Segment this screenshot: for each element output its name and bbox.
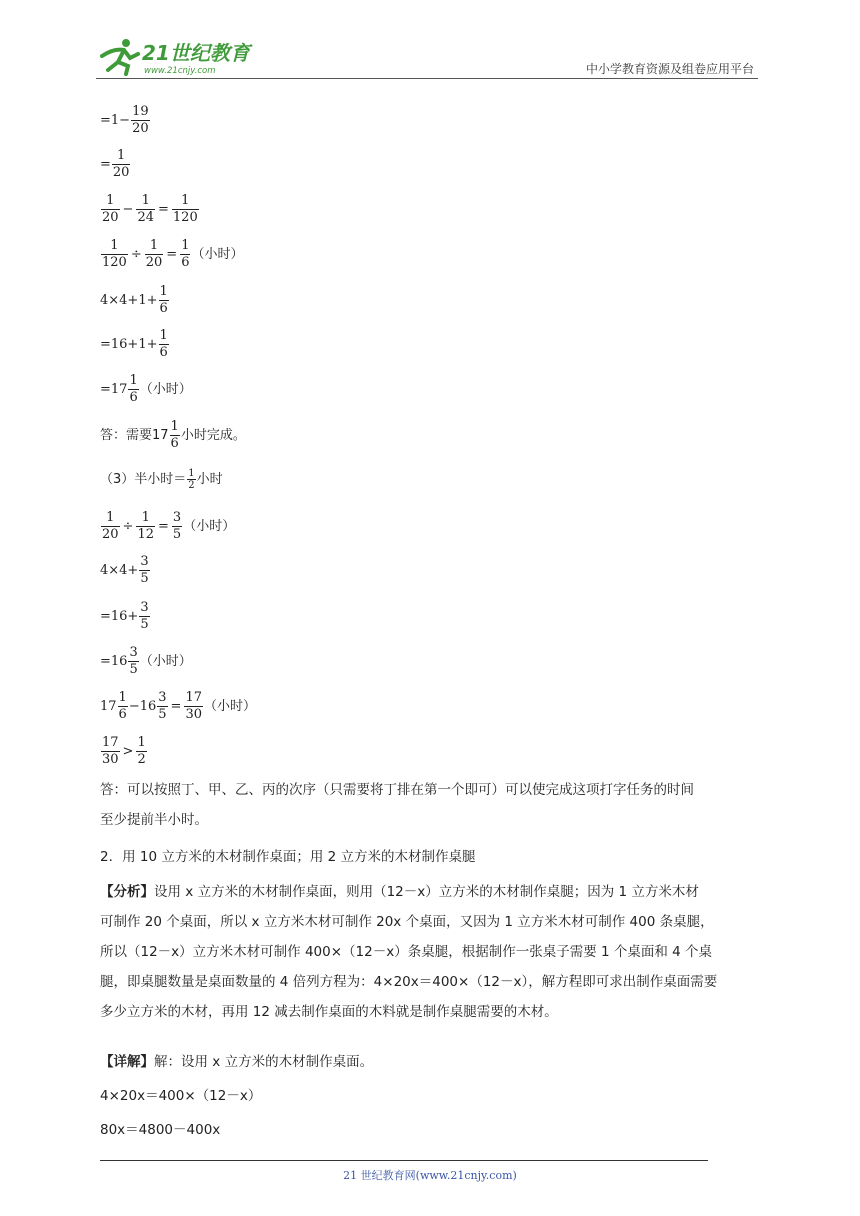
question-title: 2．用 10 立方米的木材制作桌面；用 2 立方米的木材制作桌腿 xyxy=(100,849,476,865)
answer-text: 答：需要17 xyxy=(100,428,169,443)
math-line-13 xyxy=(100,645,192,678)
math-text: =17 xyxy=(100,382,128,397)
unit-label: （小时） xyxy=(191,247,244,262)
math-line-1 xyxy=(100,104,151,137)
fraction: $\frac{1}{24}$ xyxy=(137,193,154,225)
fraction: $\frac{3}{5}$ xyxy=(158,690,167,722)
answer-text: 小时完成。 xyxy=(180,428,246,443)
answer-line-2 xyxy=(100,419,246,452)
logo-main-text: 21世纪教育 xyxy=(142,41,250,65)
unit-label: （小时） xyxy=(139,654,192,669)
analysis-text: 多少立方米的木材，再用 12 减去制作桌面的木料就是制作桌腿需要的木材。 xyxy=(100,1004,558,1020)
equation-text: 80x＝4800－400x xyxy=(100,1122,221,1138)
header-platform-text: 中小学教育资源及组卷应用平台 xyxy=(585,62,754,76)
math-line-3 xyxy=(100,193,200,226)
analysis-text: 腿，即桌腿数量是桌面数量的 4 倍列方程为：4×20x＝400×（12－x），解方程即可求出制作桌面需要 xyxy=(100,974,718,990)
fraction: $\frac{1}{120}$ xyxy=(102,238,127,270)
unit-label: （小时） xyxy=(183,519,236,534)
analysis-text: 设用 x 立方米的木材制作桌面，则用（12－x）立方米的木材制作桌腿；因为 1 立方米木材 xyxy=(154,884,699,900)
question-text: 小时 xyxy=(196,472,223,487)
fraction: $\frac{3}{5}$ xyxy=(140,554,149,586)
fraction: $\frac{1}{20}$ xyxy=(112,148,130,180)
math-text: =16+1+ xyxy=(100,337,158,352)
math-line-5 xyxy=(100,284,170,317)
fraction: $\frac{1}{6}$ xyxy=(129,373,138,405)
fraction: $\frac{1}{6}$ xyxy=(159,328,168,360)
math-text: 17 xyxy=(100,699,117,714)
detail-text: 解：设用 x 立方米的木材制作桌面。 xyxy=(154,1054,374,1070)
operator: > xyxy=(122,744,134,759)
fraction: $\frac{3}{5}$ xyxy=(140,600,149,632)
subquestion-3-line xyxy=(100,468,223,491)
math-line-6 xyxy=(100,328,170,361)
site-logo xyxy=(96,36,266,76)
fraction: $\frac{3}{5}$ xyxy=(129,645,138,677)
fraction: $\frac{17}{30}$ xyxy=(185,690,202,722)
analysis-text: 所以（12－x）立方米木材可制作 400×（12－x）条桌腿，根据制作一张桌子需要 1 个桌面和 4 个桌 xyxy=(100,944,713,960)
math-text: =16+ xyxy=(100,609,139,624)
math-line-15 xyxy=(100,735,148,768)
operator: = xyxy=(166,247,178,262)
math-line-12 xyxy=(100,600,151,633)
analysis-label: 【分析】 xyxy=(100,884,154,900)
math-line-10 xyxy=(100,510,235,543)
unit-label: （小时） xyxy=(139,382,192,397)
math-line-11 xyxy=(100,554,151,587)
math-text: 4×4+ xyxy=(100,563,139,578)
footer-divider xyxy=(100,1160,708,1161)
fraction: $\frac{1}{6}$ xyxy=(181,238,190,270)
fraction: $\frac{17}{30}$ xyxy=(102,735,119,767)
fraction: $\frac{1}{20}$ xyxy=(102,510,119,542)
fraction: $\frac{3}{5}$ xyxy=(172,510,182,542)
fraction: $\frac{19}{20}$ xyxy=(132,104,149,136)
math-text: =1− xyxy=(100,113,131,128)
equation-text: 4×20x＝400×（12－x） xyxy=(100,1088,262,1104)
detail-paragraph xyxy=(100,1047,762,1145)
running-man-icon xyxy=(102,39,138,74)
fraction: $\frac{1}{20}$ xyxy=(145,238,163,270)
header-divider xyxy=(96,78,758,79)
operator: = xyxy=(170,699,182,714)
fraction: $\frac{1}{120}$ xyxy=(172,193,198,225)
unit-label: （小时） xyxy=(204,699,257,714)
math-line-4 xyxy=(100,238,243,271)
fraction: $\frac{1}{6}$ xyxy=(159,284,168,316)
operator: ÷ xyxy=(122,519,134,534)
fraction: $\frac{1}{6}$ xyxy=(170,419,179,451)
fraction: $\frac{1}{20}$ xyxy=(102,193,119,225)
operator: ÷ xyxy=(130,247,142,262)
analysis-paragraph xyxy=(100,877,762,1027)
math-text: = xyxy=(100,157,111,172)
math-text: 4×4+1+ xyxy=(100,293,158,308)
answer-text: 答：可以按照丁、甲、乙、丙的次序（只需要将丁排在第一个即可）可以使完成这项打字任务的时间 xyxy=(100,782,694,798)
math-line-14 xyxy=(100,690,256,723)
operator: − xyxy=(122,202,134,217)
question-text: （3）半小时＝ xyxy=(100,472,187,487)
analysis-text: 可制作 20 个桌面，所以 x 立方米木材可制作 20x 个桌面，又因为 1 立方米木材可制作 400 条桌腿， xyxy=(100,914,714,930)
question-2-title xyxy=(100,842,762,872)
answer-paragraph-3 xyxy=(100,775,762,835)
operator: = xyxy=(158,519,169,534)
math-line-2 xyxy=(100,148,131,181)
detail-label: 【详解】 xyxy=(100,1054,154,1070)
answer-text: 至少提前半小时。 xyxy=(100,812,208,828)
fraction: $\frac{1}{2}$ xyxy=(137,735,146,767)
fraction: $\frac{1}{6}$ xyxy=(118,690,127,722)
math-line-7 xyxy=(100,373,192,406)
fraction: $\frac{1}{2}$ xyxy=(188,468,195,491)
operator: −16 xyxy=(128,699,157,714)
page-footer: 21 世纪教育网(www.21cnjy.com) xyxy=(343,1169,517,1182)
operator: = xyxy=(158,202,169,217)
logo-url-text: www.21cnjy.com xyxy=(144,66,216,76)
math-text: =16 xyxy=(100,654,128,669)
page-header xyxy=(96,34,758,78)
fraction: $\frac{1}{12}$ xyxy=(137,510,154,542)
